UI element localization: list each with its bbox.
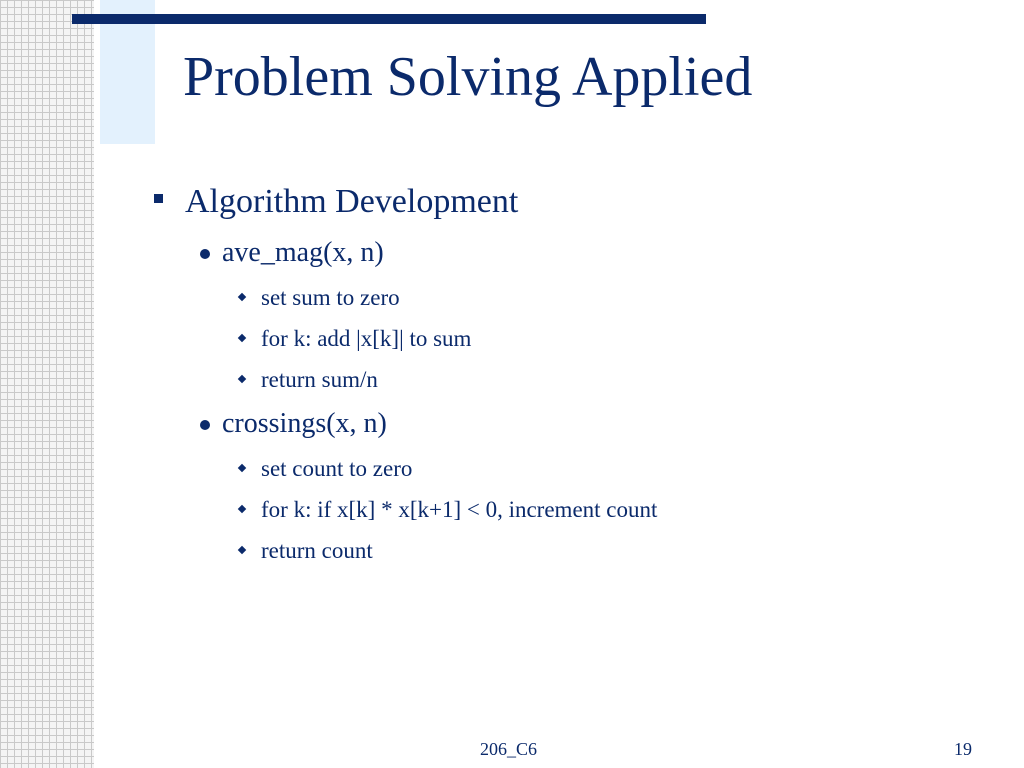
grid-pattern-strip	[0, 0, 94, 768]
square-bullet-icon	[154, 194, 163, 203]
dot-bullet-icon	[200, 420, 210, 430]
diamond-bullet-icon	[238, 375, 246, 383]
bullet-level3	[150, 282, 970, 313]
bullet-level3	[150, 494, 970, 525]
bullet-level3	[150, 535, 970, 566]
bullet-text: set sum to zero	[261, 285, 400, 310]
bullet-level1	[150, 180, 970, 224]
bullet-text: return sum/n	[261, 367, 378, 392]
bullet-level3	[150, 323, 970, 354]
bullet-text: Algorithm Development	[185, 183, 519, 220]
diamond-bullet-icon	[238, 464, 246, 472]
diamond-bullet-icon	[238, 334, 246, 342]
bullet-level3	[150, 364, 970, 395]
bullet-text: for k: if x[k] * x[k+1] < 0, increment count	[261, 497, 658, 522]
page-number: 19	[954, 739, 972, 759]
bullet-level2	[150, 234, 970, 272]
bullet-text: set count to zero	[261, 456, 413, 481]
bullet-text: return count	[261, 538, 373, 563]
slide-title: Problem Solving Applied	[183, 46, 753, 108]
diamond-bullet-icon	[238, 505, 246, 513]
bullet-text: ave_mag(x, n)	[222, 237, 384, 268]
slide-content	[150, 180, 970, 566]
bullet-level2	[150, 405, 970, 443]
title-bar	[72, 14, 706, 24]
dot-bullet-icon	[200, 249, 210, 259]
bullet-text: crossings(x, n)	[222, 408, 387, 439]
diamond-bullet-icon	[238, 546, 246, 554]
diamond-bullet-icon	[238, 293, 246, 301]
bullet-level3	[150, 453, 970, 484]
footer-label: 206_C6	[480, 739, 538, 759]
bullet-text: for k: add |x[k]| to sum	[261, 326, 472, 351]
